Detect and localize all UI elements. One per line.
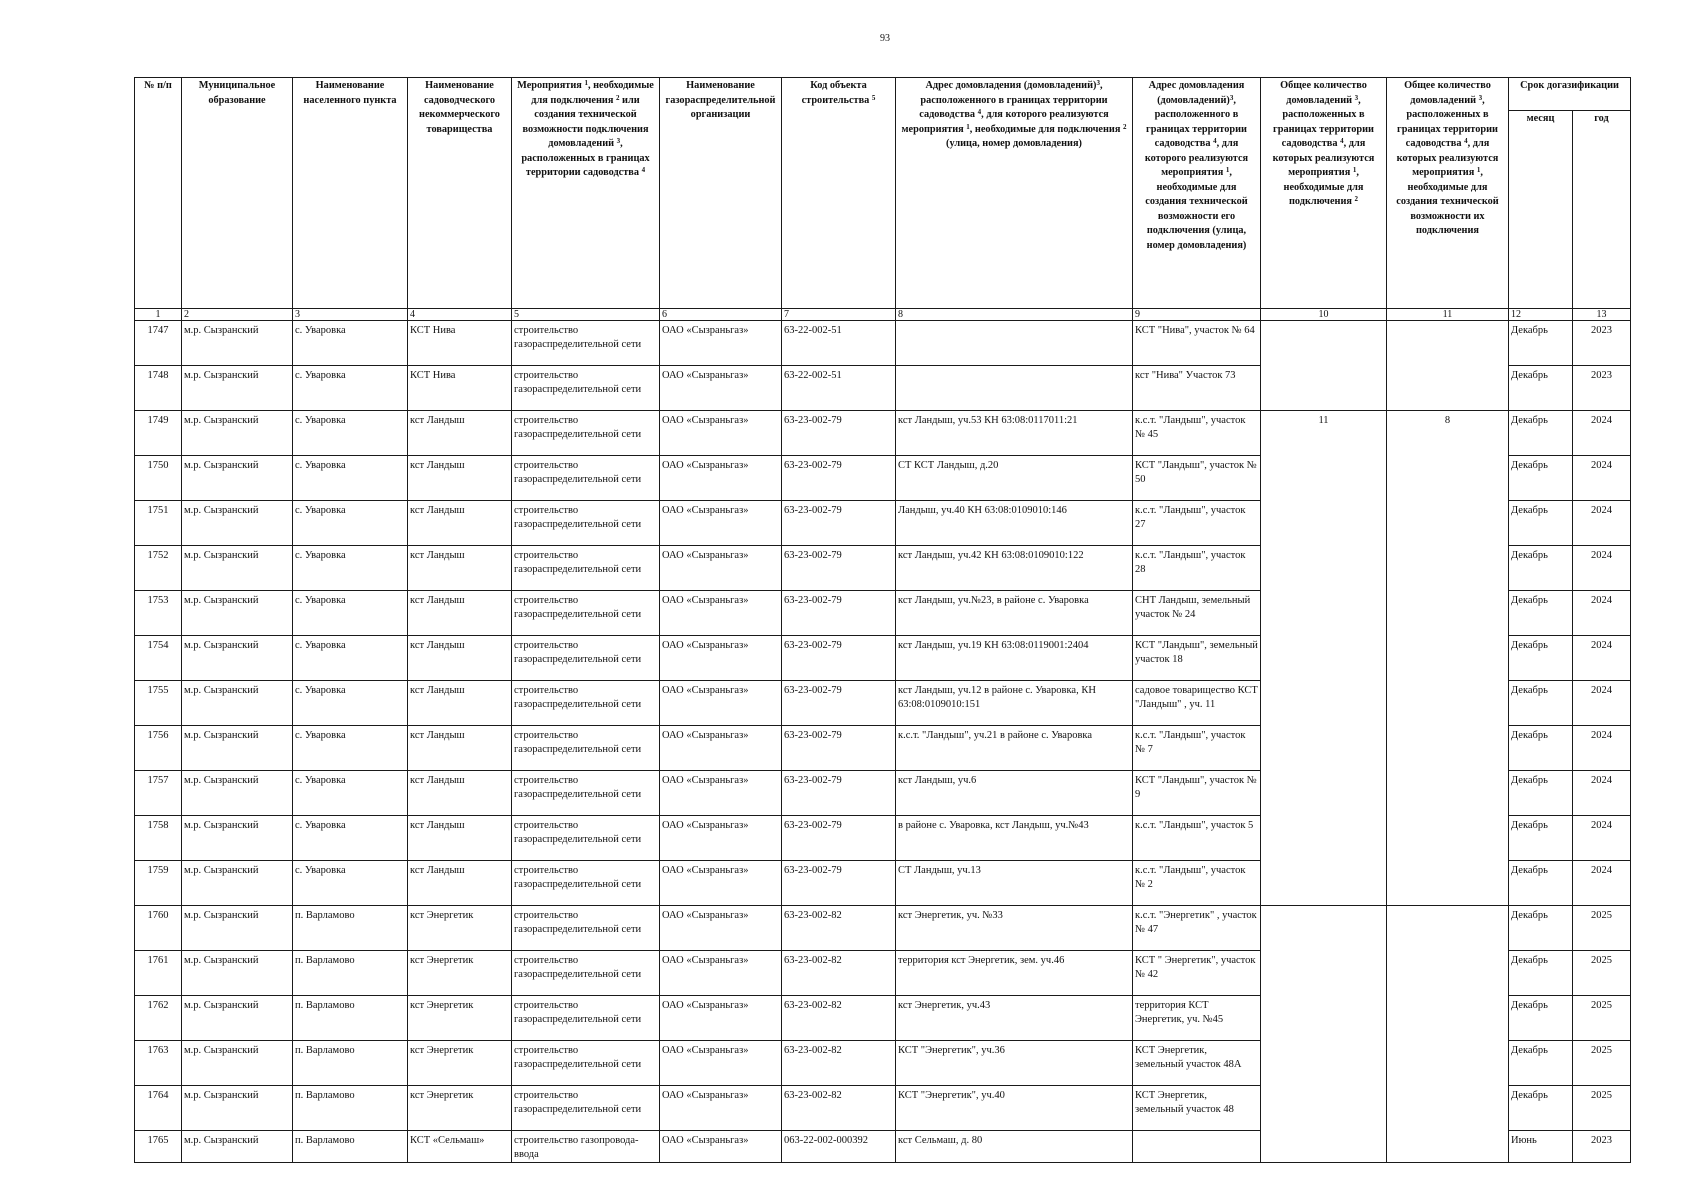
year-cell: 2025 — [1573, 996, 1631, 1041]
organization-cell: ОАО «Сызраньгаз» — [660, 591, 782, 636]
municipality-cell: м.р. Сызранский — [182, 456, 293, 501]
header-row — [135, 78, 1631, 111]
event-cell: строительство газораспределительной сети — [512, 591, 660, 636]
partnership-cell: КСТ Нива — [408, 321, 512, 366]
year-cell: 2024 — [1573, 636, 1631, 681]
address-tech-cell: к.с.т. "Ландыш", участок 27 — [1133, 501, 1261, 546]
address-connect-cell: в районе с. Уваровка, кст Ландыш, уч.№43 — [896, 816, 1133, 861]
year-cell: 2024 — [1573, 681, 1631, 726]
municipality-cell: м.р. Сызранский — [182, 1086, 293, 1131]
organization-cell: ОАО «Сызраньгаз» — [660, 456, 782, 501]
header-events: Мероприятия $^1$, необходимые для подключения $^2$ или создания технической возможности подключения домовладений $^3$, расположенных в границах территории садоводства $^4$ — [512, 78, 660, 309]
address-connect-cell: кст Ландыш, уч.12 в районе с. Уваровка, КН 63:08:0109010:151 — [896, 681, 1133, 726]
row-number: 1762 — [135, 996, 182, 1041]
settlement-cell: с. Уваровка — [293, 411, 408, 456]
year-cell: 2024 — [1573, 771, 1631, 816]
address-tech-cell: кст "Нива" Участок 73 — [1133, 366, 1261, 411]
address-tech-cell: территория КСТ Энергетик, уч. №45 — [1133, 996, 1261, 1041]
address-connect-cell: территория кст Энергетик, зем. уч.46 — [896, 951, 1133, 996]
municipality-cell: м.р. Сызранский — [182, 591, 293, 636]
row-number: 1754 — [135, 636, 182, 681]
page-number: 93 — [880, 33, 890, 44]
gasification-table — [134, 77, 1631, 1163]
column-number: 13 — [1573, 309, 1631, 321]
column-number: 3 — [293, 309, 408, 321]
settlement-cell: п. Варламово — [293, 996, 408, 1041]
month-cell: Декабрь — [1509, 591, 1573, 636]
year-cell: 2024 — [1573, 861, 1631, 906]
address-connect-cell: КСТ "Энергетик", уч.40 — [896, 1086, 1133, 1131]
header-deadline: Срок догазификации — [1509, 78, 1631, 111]
partnership-cell: кст Ландыш — [408, 591, 512, 636]
header-total-tech: Общее количество домовладений $^3$, расположенных в границах территории садоводства $^4$, для которых реализуются мероприятия $^1$, необходимые для создания технической возможности их подключения — [1387, 78, 1509, 309]
row-number: 1750 — [135, 456, 182, 501]
object-code-cell: 63-23-002-79 — [782, 591, 896, 636]
partnership-cell: кст Энергетик — [408, 1086, 512, 1131]
table-row — [135, 411, 1631, 456]
partnership-cell: кст Ландыш — [408, 726, 512, 771]
address-connect-cell: кст Ландыш, уч.42 КН 63:08:0109010:122 — [896, 546, 1133, 591]
event-cell: строительство газораспределительной сети — [512, 861, 660, 906]
partnership-cell: кст Ландыш — [408, 861, 512, 906]
partnership-cell: кст Энергетик — [408, 996, 512, 1041]
row-number: 1755 — [135, 681, 182, 726]
municipality-cell: м.р. Сызранский — [182, 816, 293, 861]
year-cell: 2024 — [1573, 726, 1631, 771]
year-cell: 2024 — [1573, 591, 1631, 636]
object-code-cell: 63-23-002-79 — [782, 726, 896, 771]
year-cell: 2023 — [1573, 366, 1631, 411]
address-tech-cell: КСТ "Ландыш", земельный участок 18 — [1133, 636, 1261, 681]
address-connect-cell: кст Ландыш, уч.19 КН 63:08:0119001:2404 — [896, 636, 1133, 681]
address-connect-cell: кст Ландыш, уч.6 — [896, 771, 1133, 816]
event-cell: строительство газораспределительной сети — [512, 771, 660, 816]
address-connect-cell: СТ Ландыш, уч.13 — [896, 861, 1133, 906]
month-cell: Декабрь — [1509, 321, 1573, 366]
event-cell: строительство газораспределительной сети — [512, 996, 660, 1041]
row-number: 1753 — [135, 591, 182, 636]
event-cell: строительство газораспределительной сети — [512, 321, 660, 366]
address-tech-cell: КСТ Энергетик, земельный участок 48А — [1133, 1041, 1261, 1086]
organization-cell: ОАО «Сызраньгаз» — [660, 1131, 782, 1163]
row-number: 1764 — [135, 1086, 182, 1131]
year-cell: 2024 — [1573, 501, 1631, 546]
column-number: 5 — [512, 309, 660, 321]
row-number: 1760 — [135, 906, 182, 951]
header-address-tech: Адрес домовладения (домовладений)$^3$, расположенного в границах территории садоводства $^4$, для которого реализуются мероприятия $^1$, необходимые для создания технической возможности его подключения (улица, номер домовладения) — [1133, 78, 1261, 309]
organization-cell: ОАО «Сызраньгаз» — [660, 636, 782, 681]
partnership-cell: кст Ландыш — [408, 636, 512, 681]
year-cell: 2025 — [1573, 1086, 1631, 1131]
month-cell: Декабрь — [1509, 816, 1573, 861]
partnership-cell: кст Ландыш — [408, 501, 512, 546]
settlement-cell: п. Варламово — [293, 951, 408, 996]
event-cell: строительство газораспределительной сети — [512, 1041, 660, 1086]
address-tech-cell: СНТ Ландыш, земельный участок № 24 — [1133, 591, 1261, 636]
total-tech-cell — [1387, 906, 1509, 1163]
settlement-cell: п. Варламово — [293, 1041, 408, 1086]
month-cell: Декабрь — [1509, 501, 1573, 546]
month-cell: Декабрь — [1509, 906, 1573, 951]
organization-cell: ОАО «Сызраньгаз» — [660, 546, 782, 591]
partnership-cell: КСТ «Сельмаш» — [408, 1131, 512, 1163]
settlement-cell: с. Уваровка — [293, 771, 408, 816]
total-connect-cell — [1261, 321, 1387, 411]
address-tech-cell: к.с.т. "Ландыш", участок № 7 — [1133, 726, 1261, 771]
month-cell: Декабрь — [1509, 951, 1573, 996]
event-cell: строительство газораспределительной сети — [512, 456, 660, 501]
header-partnership: Наименование садоводческого некоммерческого товарищества — [408, 78, 512, 309]
month-cell: Июнь — [1509, 1131, 1573, 1163]
municipality-cell: м.р. Сызранский — [182, 636, 293, 681]
address-tech-cell: КСТ Энергетик, земельный участок 48 — [1133, 1086, 1261, 1131]
month-cell: Декабрь — [1509, 411, 1573, 456]
month-cell: Декабрь — [1509, 546, 1573, 591]
column-number: 6 — [660, 309, 782, 321]
year-cell: 2024 — [1573, 546, 1631, 591]
object-code-cell: 63-23-002-79 — [782, 546, 896, 591]
address-tech-cell: садовое товарищество КСТ "Ландыш" , уч. 11 — [1133, 681, 1261, 726]
year-cell: 2025 — [1573, 951, 1631, 996]
municipality-cell: м.р. Сызранский — [182, 1041, 293, 1086]
row-number: 1749 — [135, 411, 182, 456]
municipality-cell: м.р. Сызранский — [182, 411, 293, 456]
header-municipality: Муниципальное образование — [182, 78, 293, 309]
organization-cell: ОАО «Сызраньгаз» — [660, 771, 782, 816]
organization-cell: ОАО «Сызраньгаз» — [660, 906, 782, 951]
address-tech-cell: к.с.т. "Ландыш", участок № 2 — [1133, 861, 1261, 906]
address-tech-cell: КСТ " Энергетик", участок № 42 — [1133, 951, 1261, 996]
municipality-cell: м.р. Сызранский — [182, 321, 293, 366]
table-row — [135, 906, 1631, 951]
year-cell: 2024 — [1573, 456, 1631, 501]
row-number: 1765 — [135, 1131, 182, 1163]
event-cell: строительство газораспределительной сети — [512, 681, 660, 726]
settlement-cell: с. Уваровка — [293, 546, 408, 591]
month-cell: Декабрь — [1509, 771, 1573, 816]
event-cell: строительство газораспределительной сети — [512, 816, 660, 861]
address-tech-cell: к.с.т. "Энергетик" , участок № 47 — [1133, 906, 1261, 951]
settlement-cell: с. Уваровка — [293, 726, 408, 771]
month-cell: Декабрь — [1509, 636, 1573, 681]
row-number: 1756 — [135, 726, 182, 771]
organization-cell: ОАО «Сызраньгаз» — [660, 1086, 782, 1131]
month-cell: Декабрь — [1509, 996, 1573, 1041]
event-cell: строительство газораспределительной сети — [512, 951, 660, 996]
total-connect-cell: 11 — [1261, 411, 1387, 906]
address-connect-cell: кст Энергетик, уч. №33 — [896, 906, 1133, 951]
header-address-connect: Адрес домовладения (домовладений)$^3$, расположенного в границах территории садоводства $^4$, для которого реализуются мероприятия $^1$, необходимые для подключения $^2$ (улица, номер домовладения) — [896, 78, 1133, 309]
partnership-cell: кст Ландыш — [408, 771, 512, 816]
object-code-cell: 63-23-002-82 — [782, 1041, 896, 1086]
row-number: 1761 — [135, 951, 182, 996]
event-cell: строительство газопровода-ввода — [512, 1131, 660, 1163]
object-code-cell: 63-23-002-79 — [782, 456, 896, 501]
address-connect-cell: кст Сельмаш, д. 80 — [896, 1131, 1133, 1163]
column-number: 7 — [782, 309, 896, 321]
column-number: 11 — [1387, 309, 1509, 321]
header-settlement: Наименование населенного пункта — [293, 78, 408, 309]
column-number: 4 — [408, 309, 512, 321]
municipality-cell: м.р. Сызранский — [182, 906, 293, 951]
organization-cell: ОАО «Сызраньгаз» — [660, 726, 782, 771]
organization-cell: ОАО «Сызраньгаз» — [660, 861, 782, 906]
header-year: год — [1573, 111, 1631, 309]
event-cell: строительство газораспределительной сети — [512, 411, 660, 456]
municipality-cell: м.р. Сызранский — [182, 501, 293, 546]
month-cell: Декабрь — [1509, 456, 1573, 501]
organization-cell: ОАО «Сызраньгаз» — [660, 816, 782, 861]
month-cell: Декабрь — [1509, 726, 1573, 771]
month-cell: Декабрь — [1509, 861, 1573, 906]
object-code-cell: 63-22-002-51 — [782, 366, 896, 411]
organization-cell: ОАО «Сызраньгаз» — [660, 411, 782, 456]
month-cell: Декабрь — [1509, 1086, 1573, 1131]
settlement-cell: с. Уваровка — [293, 636, 408, 681]
address-connect-cell: к.с.т. "Ландыш", уч.21 в районе с. Уваровка — [896, 726, 1133, 771]
organization-cell: ОАО «Сызраньгаз» — [660, 681, 782, 726]
partnership-cell: кст Ландыш — [408, 681, 512, 726]
row-number: 1757 — [135, 771, 182, 816]
month-cell: Декабрь — [1509, 1041, 1573, 1086]
event-cell: строительство газораспределительной сети — [512, 906, 660, 951]
event-cell: строительство газораспределительной сети — [512, 366, 660, 411]
partnership-cell: кст Ландыш — [408, 816, 512, 861]
partnership-cell: кст Энергетик — [408, 1041, 512, 1086]
column-number: 8 — [896, 309, 1133, 321]
header-month: месяц — [1509, 111, 1573, 309]
object-code-cell: 63-22-002-51 — [782, 321, 896, 366]
settlement-cell: п. Варламово — [293, 1131, 408, 1163]
settlement-cell: с. Уваровка — [293, 816, 408, 861]
event-cell: строительство газораспределительной сети — [512, 726, 660, 771]
total-tech-cell: 8 — [1387, 411, 1509, 906]
total-tech-cell — [1387, 321, 1509, 411]
organization-cell: ОАО «Сызраньгаз» — [660, 951, 782, 996]
address-connect-cell — [896, 366, 1133, 411]
municipality-cell: м.р. Сызранский — [182, 681, 293, 726]
address-tech-cell: КСТ "Ландыш", участок № 9 — [1133, 771, 1261, 816]
row-number: 1752 — [135, 546, 182, 591]
year-cell: 2025 — [1573, 1041, 1631, 1086]
address-connect-cell: кст Ландыш, уч.53 КН 63:08:0117011:21 — [896, 411, 1133, 456]
year-cell: 2025 — [1573, 906, 1631, 951]
object-code-cell: 63-23-002-79 — [782, 861, 896, 906]
address-tech-cell: к.с.т. "Ландыш", участок 28 — [1133, 546, 1261, 591]
organization-cell: ОАО «Сызраньгаз» — [660, 1041, 782, 1086]
address-tech-cell: КСТ "Ландыш", участок № 50 — [1133, 456, 1261, 501]
municipality-cell: м.р. Сызранский — [182, 771, 293, 816]
municipality-cell: м.р. Сызранский — [182, 546, 293, 591]
year-cell: 2023 — [1573, 1131, 1631, 1163]
object-code-cell: 63-23-002-82 — [782, 951, 896, 996]
settlement-cell: с. Уваровка — [293, 861, 408, 906]
municipality-cell: м.р. Сызранский — [182, 951, 293, 996]
event-cell: строительство газораспределительной сети — [512, 546, 660, 591]
municipality-cell: м.р. Сызранский — [182, 366, 293, 411]
month-cell: Декабрь — [1509, 681, 1573, 726]
column-number: 10 — [1261, 309, 1387, 321]
organization-cell: ОАО «Сызраньгаз» — [660, 321, 782, 366]
column-number: 1 — [135, 309, 182, 321]
settlement-cell: с. Уваровка — [293, 681, 408, 726]
row-number: 1759 — [135, 861, 182, 906]
partnership-cell: кст Энергетик — [408, 906, 512, 951]
partnership-cell: кст Ландыш — [408, 456, 512, 501]
month-cell: Декабрь — [1509, 366, 1573, 411]
column-number: 9 — [1133, 309, 1261, 321]
settlement-cell: с. Уваровка — [293, 591, 408, 636]
header-gas-organization: Наименование газораспределительной организации — [660, 78, 782, 309]
address-connect-cell — [896, 321, 1133, 366]
year-cell: 2024 — [1573, 411, 1631, 456]
object-code-cell: 63-23-002-79 — [782, 501, 896, 546]
event-cell: строительство газораспределительной сети — [512, 501, 660, 546]
partnership-cell: КСТ Нива — [408, 366, 512, 411]
year-cell: 2024 — [1573, 816, 1631, 861]
header-object-code: Код объекта строительства $^5$ — [782, 78, 896, 309]
object-code-cell: 63-23-002-79 — [782, 771, 896, 816]
row-number: 1763 — [135, 1041, 182, 1086]
organization-cell: ОАО «Сызраньгаз» — [660, 996, 782, 1041]
address-connect-cell: кст Ландыш, уч.№23, в районе с. Уваровка — [896, 591, 1133, 636]
settlement-cell: п. Варламово — [293, 906, 408, 951]
settlement-cell: с. Уваровка — [293, 501, 408, 546]
object-code-cell: 63-23-002-82 — [782, 906, 896, 951]
year-cell: 2023 — [1573, 321, 1631, 366]
column-number: 2 — [182, 309, 293, 321]
object-code-cell: 63-23-002-82 — [782, 996, 896, 1041]
event-cell: строительство газораспределительной сети — [512, 636, 660, 681]
partnership-cell: кст Ландыш — [408, 546, 512, 591]
header-number: № п/п — [135, 78, 182, 309]
table-row — [135, 321, 1631, 366]
row-number: 1758 — [135, 816, 182, 861]
partnership-cell: кст Энергетик — [408, 951, 512, 996]
settlement-cell: с. Уваровка — [293, 321, 408, 366]
municipality-cell: м.р. Сызранский — [182, 726, 293, 771]
row-number: 1748 — [135, 366, 182, 411]
column-number-row — [135, 309, 1631, 321]
column-number: 12 — [1509, 309, 1573, 321]
address-connect-cell: КСТ "Энергетик", уч.36 — [896, 1041, 1133, 1086]
object-code-cell: 63-23-002-79 — [782, 411, 896, 456]
settlement-cell: с. Уваровка — [293, 456, 408, 501]
row-number: 1747 — [135, 321, 182, 366]
object-code-cell: 63-23-002-79 — [782, 636, 896, 681]
address-connect-cell: СТ КСТ Ландыш, д.20 — [896, 456, 1133, 501]
total-connect-cell — [1261, 906, 1387, 1163]
organization-cell: ОАО «Сызраньгаз» — [660, 501, 782, 546]
object-code-cell: 63-23-002-82 — [782, 1086, 896, 1131]
partnership-cell: кст Ландыш — [408, 411, 512, 456]
event-cell: строительство газораспределительной сети — [512, 1086, 660, 1131]
address-connect-cell: Ландыш, уч.40 КН 63:08:0109010:146 — [896, 501, 1133, 546]
header-total-connect: Общее количество домовладений $^3$, расположенных в границах территории садоводства $^4$, для которых реализуются мероприятия $^1$, необходимые для подключения $^2$ — [1261, 78, 1387, 309]
row-number: 1751 — [135, 501, 182, 546]
municipality-cell: м.р. Сызранский — [182, 861, 293, 906]
object-code-cell: 63-23-002-79 — [782, 681, 896, 726]
settlement-cell: п. Варламово — [293, 1086, 408, 1131]
address-connect-cell: кст Энергетик, уч.43 — [896, 996, 1133, 1041]
municipality-cell: м.р. Сызранский — [182, 996, 293, 1041]
address-tech-cell — [1133, 1131, 1261, 1163]
address-tech-cell: к.с.т. "Ландыш", участок № 45 — [1133, 411, 1261, 456]
address-tech-cell: к.с.т. "Ландыш", участок 5 — [1133, 816, 1261, 861]
settlement-cell: с. Уваровка — [293, 366, 408, 411]
address-tech-cell: КСТ "Нива", участок № 64 — [1133, 321, 1261, 366]
organization-cell: ОАО «Сызраньгаз» — [660, 366, 782, 411]
object-code-cell: 63-23-002-79 — [782, 816, 896, 861]
municipality-cell: м.р. Сызранский — [182, 1131, 293, 1163]
object-code-cell: 063-22-002-000392 — [782, 1131, 896, 1163]
